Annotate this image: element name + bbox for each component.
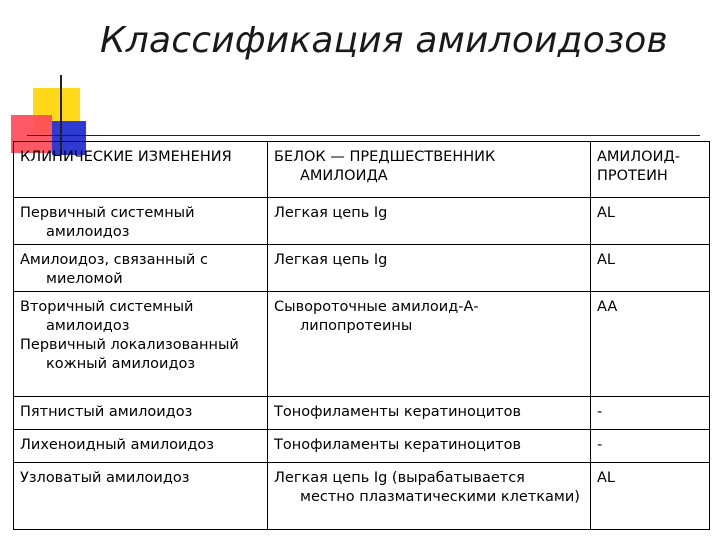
- amyloidosis-table: [13, 141, 710, 530]
- cell-amyloid: -: [591, 430, 710, 463]
- cell-protein: Легкая цепь Ig: [268, 198, 591, 245]
- header-precursor-protein: БЕЛОК — ПРЕДШЕСТВЕННИК АМИЛОИДА: [268, 142, 591, 198]
- cell-clinical: Лихеноидный амилоидоз: [14, 430, 268, 463]
- cell-amyloid: AL: [591, 463, 710, 530]
- table-row: [14, 463, 710, 530]
- cell-clinical: Вторичный системный амилоидоз Первичный локализованный кожный амилоидоз: [14, 292, 268, 397]
- decor-horizontal-line: [27, 135, 700, 136]
- cell-clinical: Первичный системный амилоидоз: [14, 198, 268, 245]
- cell-amyloid: AL: [591, 198, 710, 245]
- table-row: [14, 292, 710, 397]
- cell-amyloid: AA: [591, 292, 710, 397]
- table-row: [14, 198, 710, 245]
- table-row: [14, 397, 710, 430]
- header-clinical: КЛИНИЧЕСКИЕ ИЗМЕНЕНИЯ: [14, 142, 268, 198]
- table-row: [14, 245, 710, 292]
- table-header-row: [14, 142, 710, 198]
- cell-amyloid: AL: [591, 245, 710, 292]
- page-title: Классификация амилоидозов: [100, 20, 668, 61]
- table-row: [14, 430, 710, 463]
- cell-protein: Тонофиламенты кератиноцитов: [268, 430, 591, 463]
- cell-amyloid: -: [591, 397, 710, 430]
- cell-protein: Сывороточные амилоид-А-липопротеины: [268, 292, 591, 397]
- cell-clinical: Узловатый амилоидоз: [14, 463, 268, 530]
- cell-protein: Легкая цепь Ig: [268, 245, 591, 292]
- cell-protein: Тонофиламенты кератиноцитов: [268, 397, 591, 430]
- header-amyloid-protein: АМИЛОИД-ПРОТЕИН: [591, 142, 710, 198]
- cell-clinical: Пятнистый амилоидоз: [14, 397, 268, 430]
- cell-clinical: Амилоидоз, связанный с миеломой: [14, 245, 268, 292]
- cell-protein: Легкая цепь Ig (вырабатывается местно плазматическими клетками): [268, 463, 591, 530]
